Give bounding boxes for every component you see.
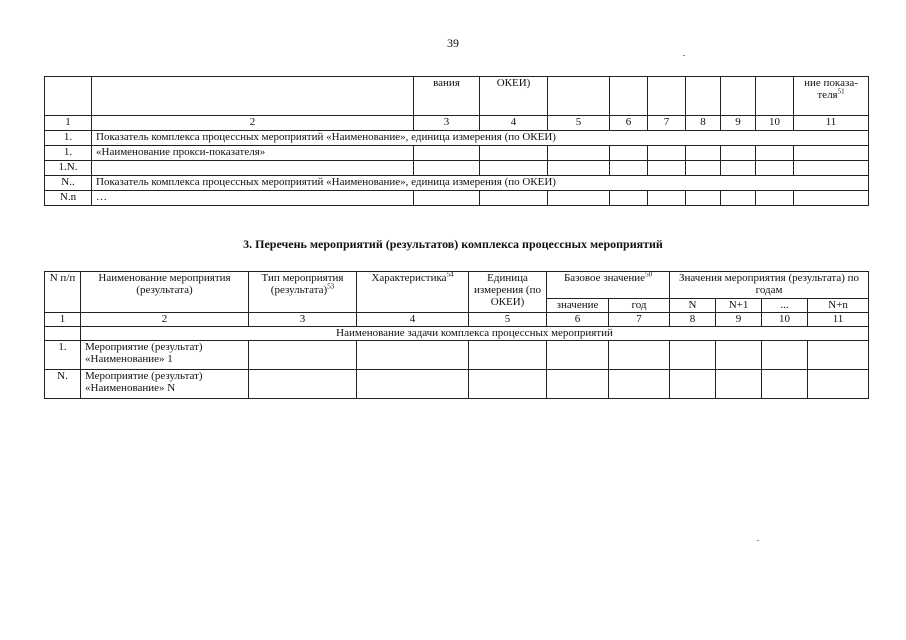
header-characteristic-text: Характеристика	[371, 272, 447, 284]
column-number: 10	[762, 313, 808, 327]
section-title: 3. Перечень мероприятий (результатов) комплекса процессных мероприятий	[243, 237, 663, 251]
header-cell	[45, 77, 92, 116]
table-row	[45, 161, 869, 176]
column-number: 7	[609, 313, 670, 327]
header-cell-3: вания	[414, 77, 480, 116]
header-cell	[686, 77, 721, 116]
header-type	[249, 272, 357, 313]
header-cell	[756, 77, 794, 116]
header-base	[547, 272, 670, 299]
column-number: 4	[357, 313, 469, 327]
table-row	[45, 370, 869, 399]
header-year-ellipsis: ...	[762, 299, 808, 313]
table-row	[45, 176, 869, 191]
row-number: N..	[45, 176, 92, 191]
header-name: Наименование мероприятия (результата)	[81, 272, 249, 313]
column-number: 5	[548, 116, 610, 131]
column-number: 1	[45, 116, 92, 131]
header-year-n: N	[670, 299, 716, 313]
column-number: 6	[610, 116, 648, 131]
row-title: Мероприятие (результат) «Наименование» 1	[81, 341, 249, 370]
header-cell	[548, 77, 610, 116]
header-base-text: Базовое значение	[563, 272, 646, 284]
column-number: 7	[648, 116, 686, 131]
task-row-title: Наименование задачи комплекса процессных мероприятий	[81, 327, 869, 341]
header-base-year: год	[609, 299, 670, 313]
table-header-row	[45, 272, 869, 299]
row-number: 1.	[45, 131, 92, 146]
header-cell	[721, 77, 756, 116]
header-type-text: Тип мероприятия (результата)	[261, 272, 344, 296]
page-number: 39	[447, 36, 459, 50]
header-cell-11-text: ние показа-теля	[804, 77, 858, 101]
header-base-value: значение	[547, 299, 609, 313]
column-number: 2	[81, 313, 249, 327]
table-header-row	[45, 77, 869, 116]
table-row	[45, 341, 869, 370]
table-row	[45, 146, 869, 161]
column-number: 9	[716, 313, 762, 327]
column-numbers-row	[45, 313, 869, 327]
scan-speck	[683, 55, 685, 56]
row-title: …	[92, 191, 414, 206]
table-row	[45, 191, 869, 206]
column-number: 4	[480, 116, 548, 131]
column-number: 11	[808, 313, 869, 327]
column-number: 11	[794, 116, 869, 131]
row-number: N.	[45, 370, 81, 399]
activities-table	[44, 271, 869, 399]
header-cell	[648, 77, 686, 116]
column-number: 8	[686, 116, 721, 131]
column-number: 8	[670, 313, 716, 327]
column-number: 1	[45, 313, 81, 327]
scan-speck	[757, 540, 759, 541]
row-title: Мероприятие (результат) «Наименование» N	[81, 370, 249, 399]
header-num: N п/п	[45, 272, 81, 313]
header-unit: Единица измерения (по ОКЕИ)	[469, 272, 547, 313]
indicators-table	[44, 76, 869, 206]
footnote-mark: 50	[645, 271, 653, 279]
header-cell-11	[794, 77, 869, 116]
header-cell	[610, 77, 648, 116]
column-number: 6	[547, 313, 609, 327]
row-number: 1.N.	[45, 161, 92, 176]
row-title: «Наименование прокси-показателя»	[92, 146, 414, 161]
header-year-nn: N+n	[808, 299, 869, 313]
column-numbers-row	[45, 116, 869, 131]
footnote-mark: 51	[837, 87, 845, 96]
task-row-blank	[45, 327, 81, 341]
column-number: 2	[92, 116, 414, 131]
table-row	[45, 131, 869, 146]
row-title: Показатель комплекса процессных мероприятий «Наименование», единица измерения (по ОКЕИ)	[92, 176, 869, 191]
row-number: 1.	[45, 146, 92, 161]
row-number: 1.	[45, 341, 81, 370]
column-number: 10	[756, 116, 794, 131]
row-title: Показатель комплекса процессных мероприятий «Наименование», единица измерения (по ОКЕИ)	[92, 131, 869, 146]
header-cell-4: ОКЕИ)	[480, 77, 548, 116]
column-number: 9	[721, 116, 756, 131]
column-number: 5	[469, 313, 547, 327]
footnote-mark: 54	[446, 271, 454, 279]
row-number: N.n	[45, 191, 92, 206]
footnote-mark: 53	[327, 282, 335, 291]
header-characteristic	[357, 272, 469, 313]
column-number: 3	[414, 116, 480, 131]
task-row	[45, 327, 869, 341]
header-values: Значения мероприятия (результата) по годам	[670, 272, 869, 299]
header-cell	[92, 77, 414, 116]
column-number: 3	[249, 313, 357, 327]
header-year-n1: N+1	[716, 299, 762, 313]
row-title	[92, 161, 414, 176]
